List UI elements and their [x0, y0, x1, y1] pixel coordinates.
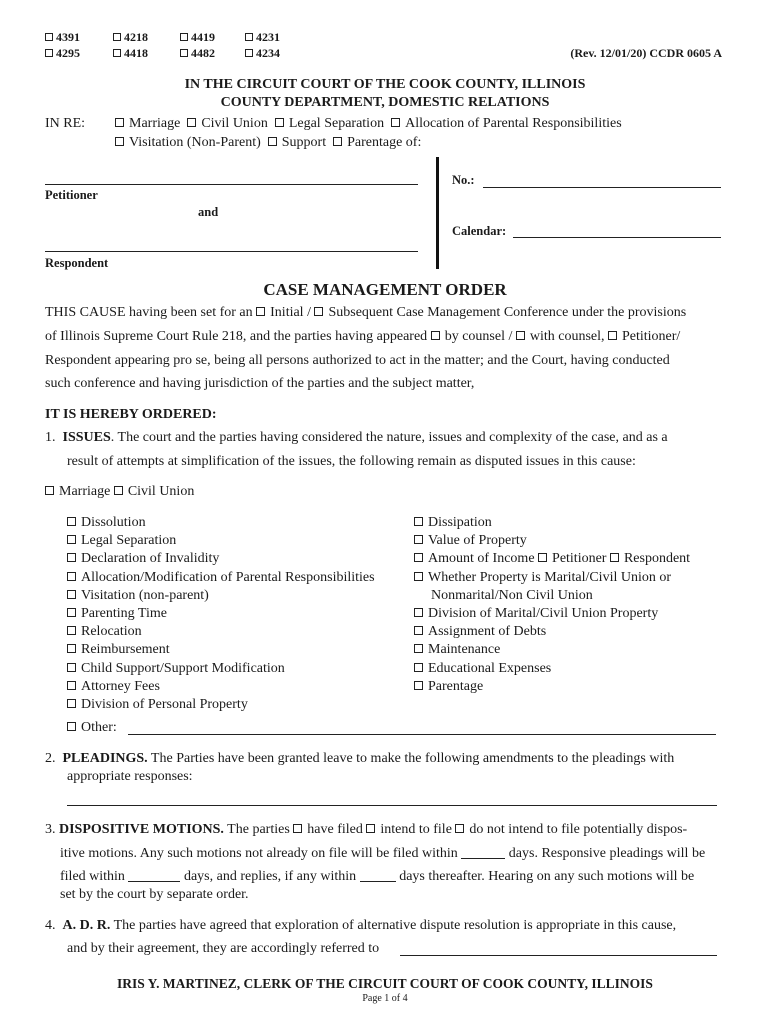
issue-item-relocation[interactable]: Relocation — [67, 623, 375, 641]
intro-line4: such conference and having jurisdiction of the parties and the subject matter, — [45, 376, 475, 391]
and-label: and — [198, 205, 219, 219]
checkbox-intend-to-file[interactable]: intend to file — [366, 822, 452, 837]
issue-item-parentage[interactable]: Parentage — [414, 678, 690, 696]
issue-item-marital-property[interactable]: Whether Property is Marital/Civil Union or — [414, 569, 690, 587]
option-label: Support — [281, 135, 327, 150]
code-label: 4231 — [256, 30, 280, 44]
issue-item-reimbursement[interactable]: Reimbursement — [67, 641, 375, 659]
clerk-footer: IRIS Y. MARTINEZ, CLERK OF THE CIRCUIT COURT OF COOK COUNTY, ILLINOIS — [117, 976, 653, 991]
issue-item-debts[interactable]: Assignment of Debts — [414, 623, 690, 641]
issue-item-value-property[interactable]: Value of Property — [414, 532, 690, 550]
checkbox-allocation-parental[interactable] — [391, 116, 622, 131]
code-label: 4234 — [256, 46, 280, 60]
motions-heading: DISPOSITIVE MOTIONS. — [59, 822, 224, 837]
calendar-label: Calendar: — [452, 224, 507, 238]
in-re-row2 — [115, 135, 421, 151]
issue-item-other[interactable]: Other: — [67, 720, 117, 736]
checkbox-support[interactable] — [268, 135, 326, 150]
option-label: Parentage of: — [347, 135, 422, 150]
option-label: Allocation of Parental Responsibilities — [405, 116, 622, 131]
checkbox-income-petitioner[interactable]: Petitioner — [538, 551, 606, 566]
checkbox-visitation[interactable] — [115, 135, 261, 150]
issue-item-attorney-fees[interactable]: Attorney Fees — [67, 678, 375, 696]
checkbox-by-counsel[interactable]: by counsel / — [431, 329, 513, 344]
adr-referral-field[interactable] — [400, 955, 717, 956]
motions-line2: itive motions. Any such motions not already on file will be filed within days. Responsive pleadings will be — [60, 846, 706, 861]
code-label: 4418 — [124, 46, 148, 60]
parties-divider — [436, 157, 439, 269]
checkbox-issue-civil-union[interactable]: Civil Union — [114, 484, 195, 499]
code-label: 4295 — [56, 46, 80, 60]
revision-label: (Rev. 12/01/20) CCDR 0605 A — [570, 46, 722, 60]
code-checkbox-4234[interactable] — [245, 46, 280, 61]
replies-days-field[interactable] — [360, 881, 396, 882]
issue-item-personal-property[interactable]: Division of Personal Property — [67, 696, 375, 714]
respondent-label: Respondent — [45, 256, 109, 270]
code-label: 4391 — [56, 30, 80, 44]
checkbox-marriage[interactable] — [115, 116, 180, 131]
issue-item-division-marital[interactable]: Division of Marital/Civil Union Property — [414, 605, 690, 623]
issue-item-educational[interactable]: Educational Expenses — [414, 660, 690, 678]
adr-line2: and by their agreement, they are accordingly referred to — [67, 941, 380, 956]
option-label: Legal Separation — [288, 116, 385, 131]
option-label: Visitation (Non-Parent) — [129, 135, 261, 150]
responsive-days-field[interactable] — [128, 881, 180, 882]
checkbox-subsequent[interactable]: Subsequent Case Management Conference under the provisions — [314, 305, 686, 320]
issues-line1: 1. ISSUES. The court and the parties having considered the nature, issues and complexity of the case, and as a — [45, 430, 668, 445]
checkbox-initial[interactable]: Initial / — [256, 305, 311, 320]
adr-heading: A. D. R. — [62, 918, 111, 933]
checkbox-civil-union[interactable] — [187, 116, 268, 131]
code-checkbox-4418[interactable] — [113, 46, 148, 61]
checkbox-issue-marriage[interactable]: Marriage — [45, 484, 110, 499]
pleadings-field[interactable] — [67, 805, 717, 806]
issue-item-invalidity[interactable]: Declaration of Invalidity — [67, 550, 375, 568]
issue-item-amount-income[interactable]: Amount of Income Petitioner Respondent — [414, 550, 690, 568]
option-label: Civil Union — [201, 116, 268, 131]
issue-item-marital-property-cont: Nonmarital/Non Civil Union — [431, 587, 593, 603]
pleadings-line1: 2. PLEADINGS. The Parties have been granted leave to make the following amendments to the pleadings with — [45, 751, 675, 766]
code-label: 4419 — [191, 30, 215, 44]
petitioner-name-field[interactable] — [45, 184, 418, 185]
checkbox-legal-separation[interactable] — [275, 116, 384, 131]
calendar-field[interactable] — [513, 237, 721, 238]
issue-item-dissolution[interactable]: Dissolution — [67, 514, 375, 532]
motions-line3: filed within days, and replies, if any within days thereafter. Hearing on any such motions will be — [60, 869, 695, 884]
issues-type-row — [45, 484, 194, 500]
petitioner-label: Petitioner — [45, 188, 98, 202]
other-issue-field[interactable] — [128, 734, 716, 735]
issue-item-visitation[interactable]: Visitation (non-parent) — [67, 587, 375, 605]
pleadings-heading: PLEADINGS. — [62, 751, 148, 766]
ordered-heading: IT IS HEREBY ORDERED: — [45, 407, 217, 422]
document-title: CASE MANAGEMENT ORDER — [263, 280, 507, 299]
intro-line3: Respondent appearing pro se, being all persons authorized to act in the matter; and the Court, having conducted — [45, 353, 670, 368]
code-checkbox-4482[interactable] — [180, 46, 215, 61]
issues-heading: ISSUES — [62, 430, 111, 445]
checkbox-with-counsel[interactable]: with counsel, — [516, 329, 605, 344]
motions-days-field[interactable] — [461, 858, 505, 859]
issues-right-list — [414, 514, 690, 696]
option-label: Marriage — [129, 116, 181, 131]
issue-item-maintenance[interactable]: Maintenance — [414, 641, 690, 659]
motions-line4: set by the court by separate order. — [60, 887, 249, 902]
code-checkbox-4419[interactable] — [180, 30, 215, 45]
motions-line1: 3. DISPOSITIVE MOTIONS. The parties have filed intend to file do not intend to file potentially dispos- — [45, 822, 688, 837]
issue-item-dissipation[interactable]: Dissipation — [414, 514, 690, 532]
court-name-line1: IN THE CIRCUIT COURT OF THE COOK COUNTY, ILLINOIS — [184, 77, 586, 92]
issues-left-list — [67, 514, 375, 714]
in-re-label: IN RE: — [45, 116, 86, 131]
court-name-line2: COUNTY DEPARTMENT, DOMESTIC RELATIONS — [220, 95, 550, 110]
checkbox-have-filed[interactable]: have filed — [293, 822, 363, 837]
code-checkbox-4295[interactable] — [45, 46, 80, 61]
case-number-field[interactable] — [483, 187, 721, 188]
code-label: 4482 — [191, 46, 215, 60]
in-re-row1 — [115, 116, 622, 132]
adr-line1: 4. A. D. R. The parties have agreed that exploration of alternative dispute resolution is appropriate in this cause, — [45, 918, 677, 933]
code-label: 4218 — [124, 30, 148, 44]
intro-line2: of Illinois Supreme Court Rule 218, and the parties having appeared by counsel / with counsel, Petitioner/ — [45, 329, 681, 344]
checkbox-parentage-of[interactable] — [333, 135, 421, 150]
code-checkbox-4391[interactable] — [45, 30, 80, 45]
code-checkbox-4218[interactable] — [113, 30, 148, 45]
issue-item-child-support[interactable]: Child Support/Support Modification — [67, 660, 375, 678]
checkbox-petitioner-respondent[interactable]: Petitioner/ — [608, 329, 680, 344]
checkbox-not-intend[interactable]: do not intend to file potentially dispos- — [455, 822, 687, 837]
pleadings-line2: appropriate responses: — [67, 769, 193, 784]
code-checkbox-4231[interactable] — [245, 30, 280, 45]
issue-item-legal-separation[interactable]: Legal Separation — [67, 532, 375, 550]
page-number: Page 1 of 4 — [362, 993, 408, 1004]
intro-line1: THIS CAUSE having been set for an Initial / Subsequent Case Management Conference under the provisions — [45, 305, 687, 320]
issue-item-parenting-time[interactable]: Parenting Time — [67, 605, 375, 623]
issues-line2: result of attempts at simplification of the issues, the following remain as disputed issues in this cause: — [67, 454, 636, 469]
case-number-label: No.: — [452, 173, 475, 187]
checkbox-income-respondent[interactable]: Respondent — [610, 551, 690, 566]
issue-item-allocation[interactable]: Allocation/Modification of Parental Responsibilities — [67, 569, 375, 587]
respondent-name-field[interactable] — [45, 251, 418, 252]
